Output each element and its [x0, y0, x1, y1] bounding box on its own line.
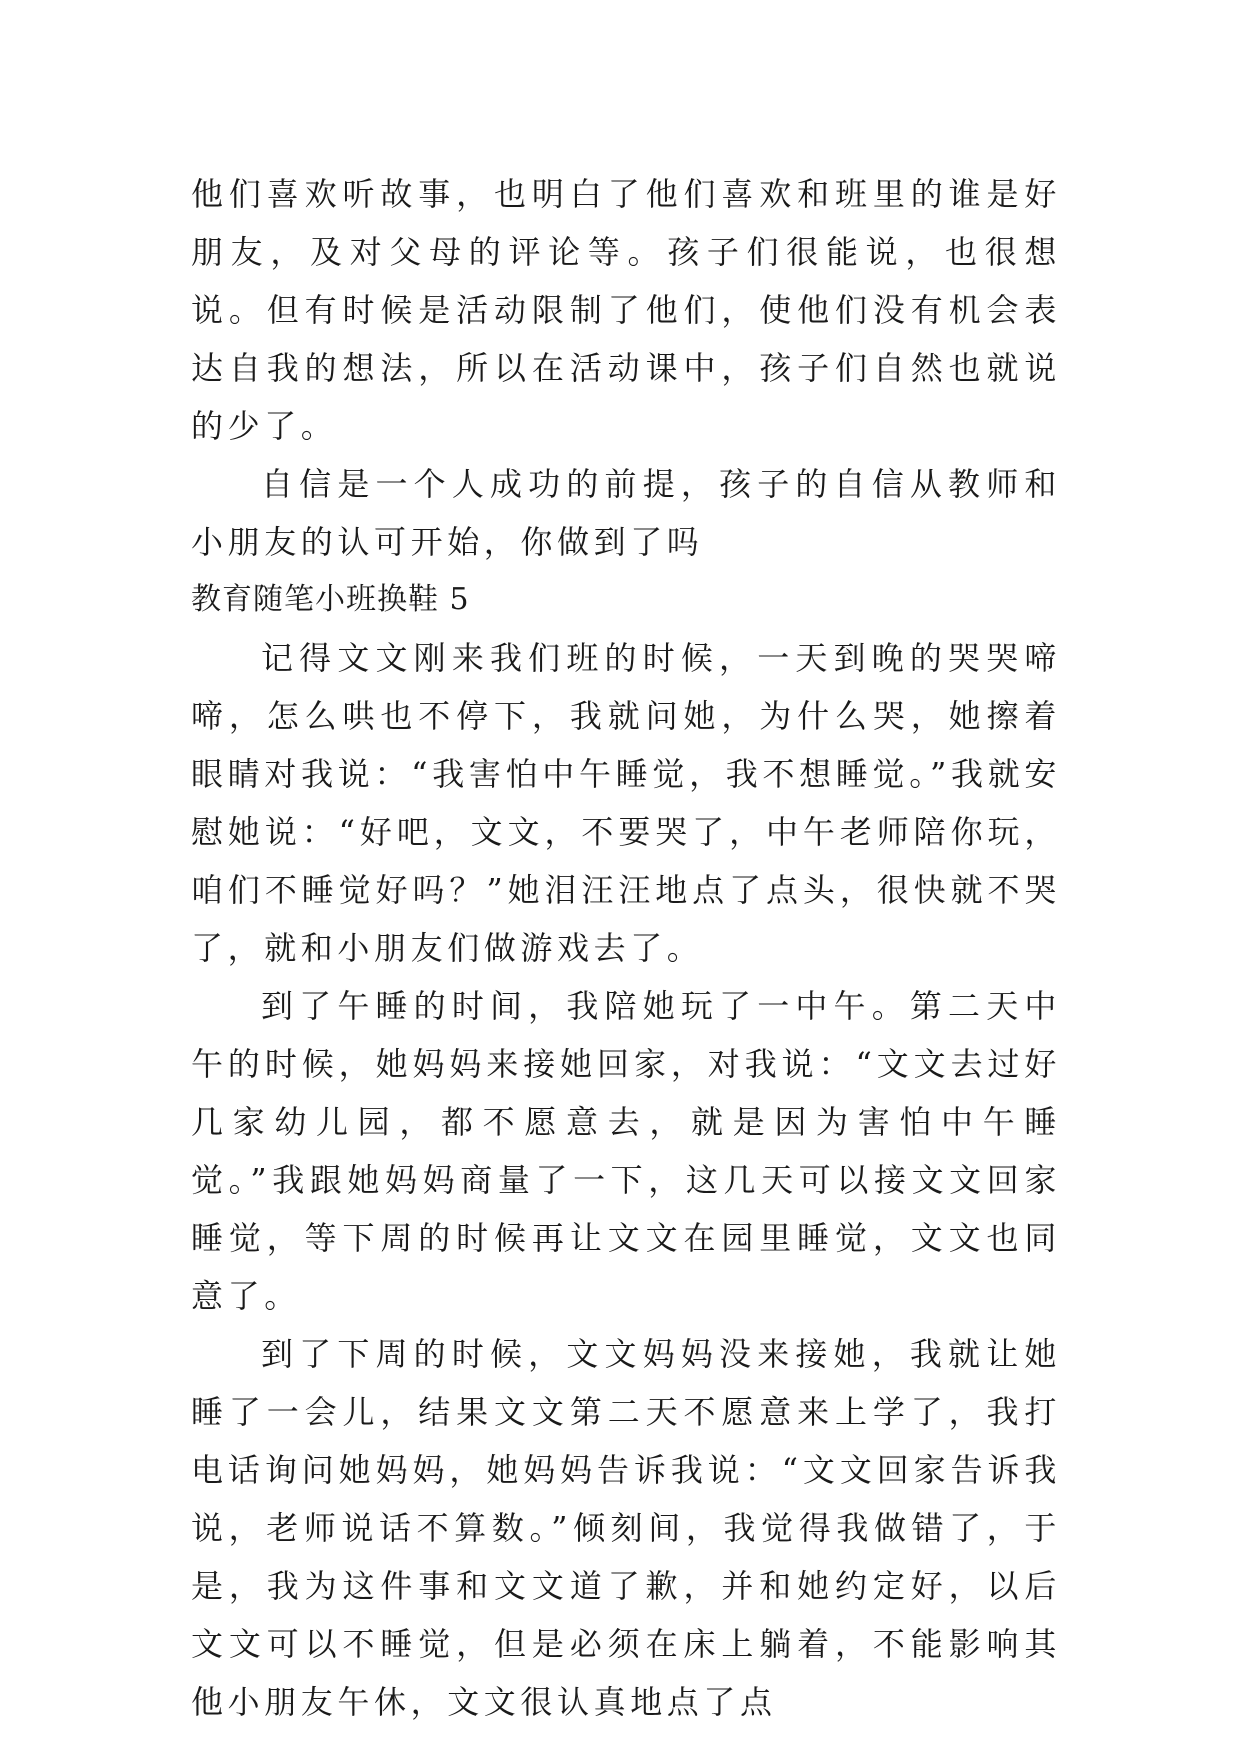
paragraph-3: 记得文文刚来我们班的时候，一天到晚的哭哭啼啼，怎么哄也不停下，我就问她，为什么哭，她擦着眼睛对我说：“我害怕中午睡觉，我不想睡觉。”我就安慰她说：“好吧，文文，不要哭了，中午老师陪你玩，咱们不睡觉好吗？”她泪汪汪地点了点头，很快就不哭了，就和小朋友们做游戏去了。: [191, 639, 1061, 967]
document-page: [191, 165, 1061, 1731]
paragraph-2: 自信是一个人成功的前提，孩子的自信从教师和小朋友的认可开始，你做到了吗: [191, 465, 1061, 561]
paragraph-4: 到了午睡的时间，我陪她玩了一中午。第二天中午的时候，她妈妈来接她回家，对我说：“文文去过好几家幼儿园，都不愿意去，就是因为害怕中午睡觉。”我跟她妈妈商量了一下，这几天可以接文文回家睡觉，等下周的时候再让文文在园里睡觉，文文也同意了。: [191, 987, 1061, 1315]
paragraph-1: 他们喜欢听故事，也明白了他们喜欢和班里的谁是好朋友，及对父母的评论等。孩子们很能说，也很想说。但有时候是活动限制了他们，使他们没有机会表达自我的想法，所以在活动课中，孩子们自然也就说的少了。: [191, 175, 1061, 445]
section-heading: 教育随笔小班换鞋 5: [191, 582, 470, 617]
paragraph-5: 到了下周的时候，文文妈妈没来接她，我就让她睡了一会儿，结果文文第二天不愿意来上学了，我打电话询问她妈妈，她妈妈告诉我说：“文文回家告诉我说，老师说话不算数。”倾刻间，我觉得我做错了，于是，我为这件事和文文道了歉，并和她约定好，以后文文可以不睡觉，但是必须在床上躺着，不能影响其他小朋友午休，文文很认真地点了点: [191, 1335, 1061, 1721]
